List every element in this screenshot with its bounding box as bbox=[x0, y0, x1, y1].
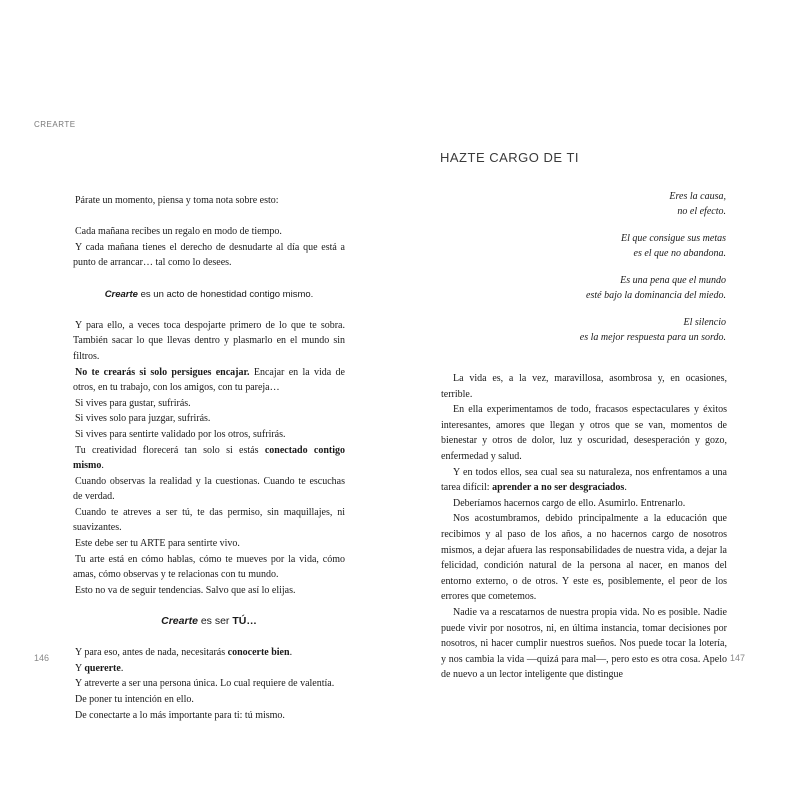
epigraph-line: esté bajo la dominancia del miedo. bbox=[586, 290, 726, 301]
epigraph bbox=[486, 189, 726, 357]
paragraph: De conectarte a lo más importante para ti: tú mismo. bbox=[75, 709, 285, 721]
left-page-text-block-1 bbox=[73, 193, 345, 723]
bold-text: No te crearás si solo persigues encajar. bbox=[75, 366, 250, 378]
bold-text: conectado contigo mismo bbox=[73, 444, 345, 472]
paragraph: Nadie va a rescatarnos de nuestra propia vida. No es posible. Nadie puede vivir por nosotros, ni, en última instancia, tomar decisiones por nosotros, ni hacer cumplir nuestros sueños. Nos puede tocar la lotería, y nos cambia la vida —quizá para mal—, pero esto es otra cosa. Apelo de nuevo a un lector inteligente que distingue bbox=[441, 606, 727, 681]
epigraph-stanza bbox=[486, 189, 726, 219]
paragraph: Cada mañana recibes un regalo en modo de tiempo. bbox=[75, 226, 282, 238]
paragraph-text: Tu creatividad florecerá tan solo si estás bbox=[75, 444, 265, 456]
epigraph-line: es el que no abandona. bbox=[633, 248, 726, 259]
paragraph: Si vives para gustar, sufrirás. bbox=[75, 397, 191, 409]
running-head: CREARTE bbox=[34, 120, 76, 129]
paragraph-text: . bbox=[624, 482, 627, 494]
paragraph bbox=[73, 443, 345, 474]
paragraph: Esto no va de seguir tendencias. Salvo que así lo elijas. bbox=[75, 584, 296, 596]
paragraph-text: . bbox=[101, 460, 104, 472]
page-number: 147 bbox=[729, 653, 745, 663]
paragraph bbox=[73, 365, 345, 396]
epigraph-line: El que consigue sus metas bbox=[621, 233, 726, 244]
paragraph-text: . bbox=[289, 647, 293, 659]
paragraph-text: Y para eso, antes de nada, necesitarás bbox=[75, 647, 228, 659]
paragraph-text: Y en todos ellos, sea cual sea su naturaleza, nos enfrentamos a una tarea difícil: bbox=[441, 466, 727, 494]
epigraph-line: Es una pena que el mundo bbox=[620, 275, 726, 286]
section-title: HAZTE CARGO DE TI bbox=[440, 150, 579, 165]
motto-line bbox=[73, 287, 345, 303]
paragraph: De poner tu intención en ello. bbox=[75, 694, 194, 705]
epigraph-stanza bbox=[486, 231, 726, 261]
paragraph: La vida es, a la vez, maravillosa, asombrosa y, en ocasiones, terrible. bbox=[441, 373, 727, 400]
epigraph-stanza bbox=[486, 315, 726, 345]
paragraph-text: Y bbox=[75, 662, 85, 674]
page-number: 146 bbox=[34, 653, 50, 663]
epigraph-stanza bbox=[486, 273, 726, 303]
motto-text: es ser bbox=[197, 615, 233, 628]
paragraph: Cuando observas la realidad y la cuestionas. Cuando te escuchas de verdad. bbox=[73, 475, 345, 503]
epigraph-line: no el efecto. bbox=[677, 206, 726, 217]
bold-text: conocerte bien bbox=[227, 647, 290, 659]
motto-emphasis: Crearte bbox=[161, 615, 198, 628]
paragraph: Tu arte está en cómo hablas, cómo te mueves por la vida, cómo amas, cómo observas y te relacionas con tu mundo. bbox=[73, 553, 345, 581]
paragraph: Nos acostumbramos, debido principalmente a la educación que recibimos y al paso de los años, a no hacernos cargo de nosotros mismos, a dejar afuera las responsabilidades de nuestra vida, a dejar la felicidad, condición natural de la persona al nacer, en manos del entorno externo, o de otros. Y este es, posiblemente, el peor de los errores que cometemos. bbox=[441, 513, 727, 603]
paragraph: Y para ello, a veces toca despojarte primero de lo que te sobra. También sacar lo que llevas dentro y plasmarlo en el mundo sin filtros. bbox=[73, 319, 345, 362]
paragraph bbox=[441, 465, 727, 496]
paragraph: Si vives solo para juzgar, sufrirás. bbox=[75, 413, 211, 425]
right-page-text-block bbox=[441, 371, 727, 683]
motto-text: es un acto de honestidad contigo mismo. bbox=[137, 288, 314, 300]
left-page bbox=[0, 0, 392, 785]
paragraph: Deberíamos hacernos cargo de ello. Asumirlo. Entrenarlo. bbox=[453, 497, 686, 509]
epigraph-line: El silencio bbox=[683, 317, 726, 328]
epigraph-line: es la mejor respuesta para un sordo. bbox=[579, 332, 726, 343]
paragraph: Y atreverte a ser una persona única. Lo cual requiere de valentía. bbox=[75, 678, 335, 690]
paragraph: Párate un momento, piensa y toma nota sobre esto: bbox=[75, 195, 279, 206]
bold-text: quererte bbox=[84, 662, 121, 674]
paragraph: Y cada mañana tienes el derecho de desnudarte al día que está a punto de arrancar… tal como lo desees. bbox=[73, 241, 345, 269]
paragraph: Este debe ser tu ARTE para sentirte vivo. bbox=[75, 538, 240, 550]
paragraph: Si vives para sentirte validado por los otros, sufrirás. bbox=[75, 428, 286, 440]
right-page bbox=[393, 0, 785, 785]
paragraph: En ella experimentamos de todo, fracasos espectaculares y éxitos interesantes, amores que llegan y otros que se van, momentos de bienestar y otros de dolor, luz y oscuridad, desesperación y gozo, enfermedad y salud. bbox=[441, 404, 727, 462]
motto-emphasis: TÚ… bbox=[232, 615, 257, 628]
paragraph: Cuando te atreves a ser tú, te das permiso, sin maquillajes, ni suavizantes. bbox=[73, 506, 345, 534]
paragraph-text: Encajar en la vida de otros, en tu trabajo, con los amigos, con tu pareja… bbox=[73, 366, 345, 394]
paragraph-text: . bbox=[120, 662, 124, 674]
paragraph bbox=[73, 661, 345, 677]
epigraph-line: Eres la causa, bbox=[669, 191, 726, 202]
motto-line bbox=[73, 614, 345, 630]
paragraph bbox=[73, 645, 345, 661]
bold-text: aprender a no ser desgraciados bbox=[492, 482, 625, 494]
motto-emphasis: Crearte bbox=[104, 288, 138, 300]
